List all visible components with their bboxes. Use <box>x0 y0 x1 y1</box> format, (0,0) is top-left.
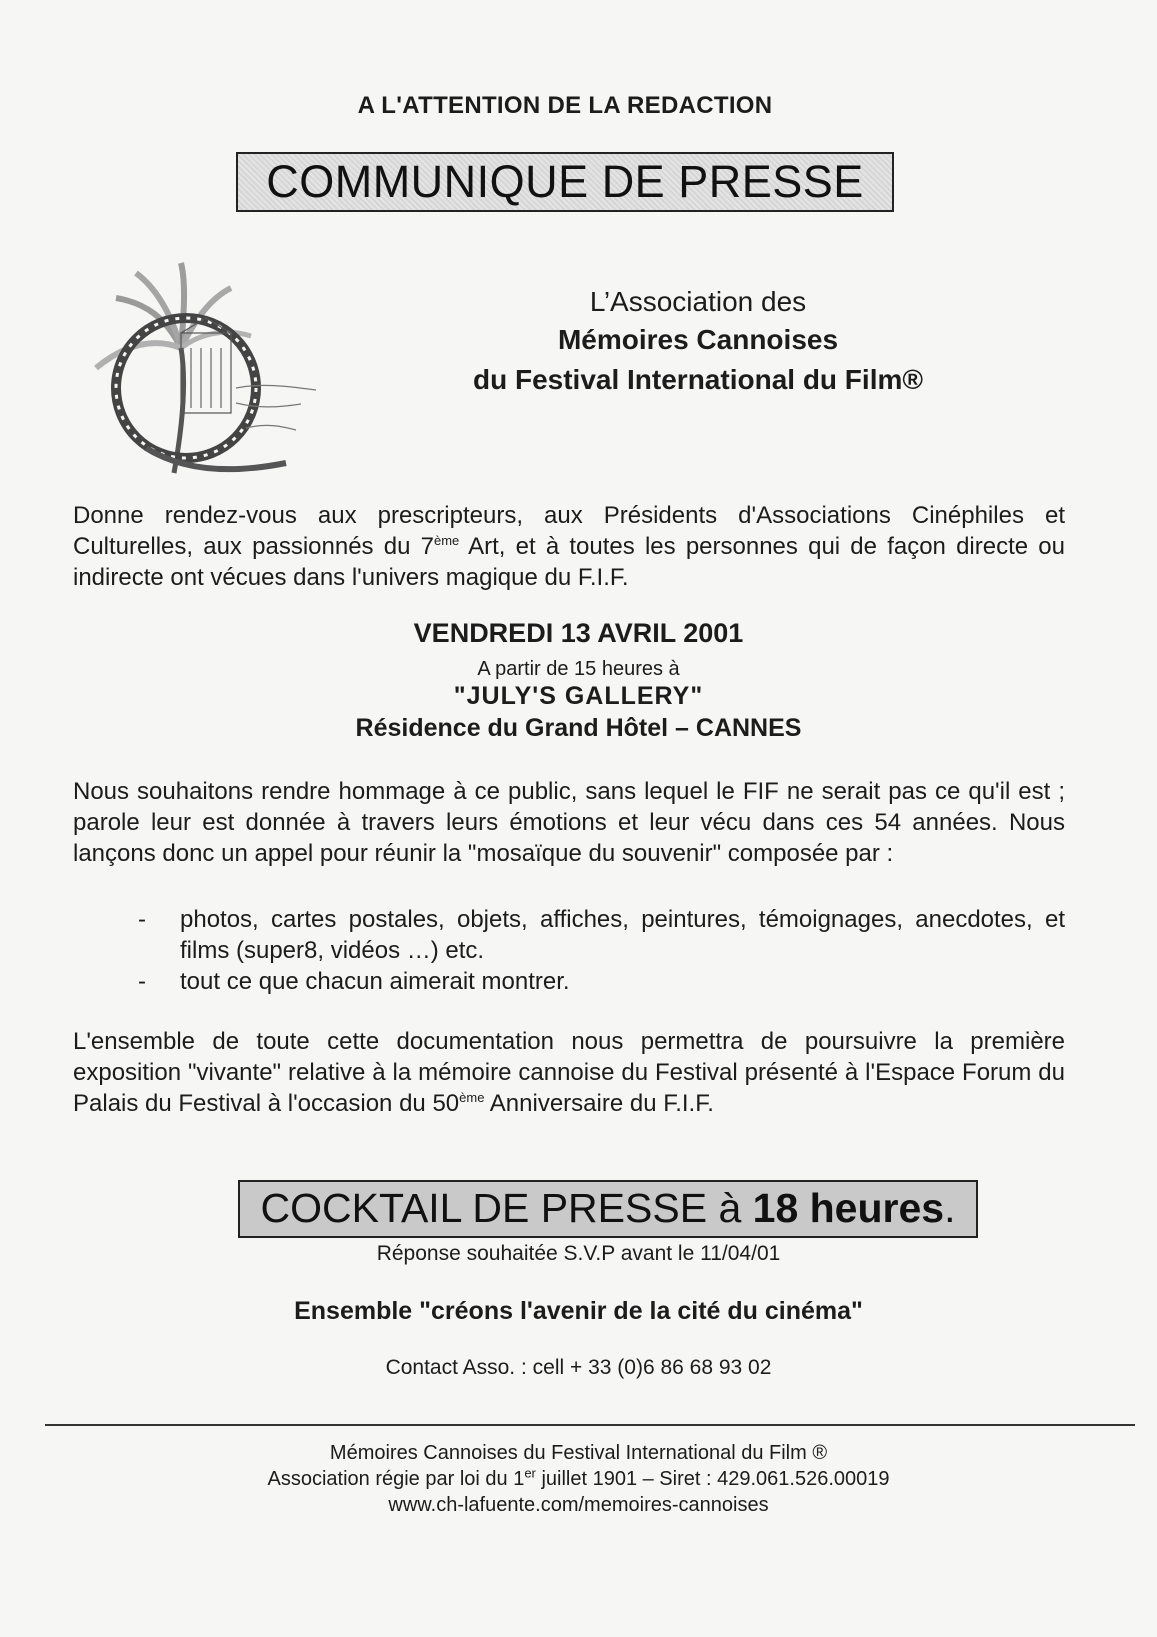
contact-line: Contact Asso. : cell + 33 (0)6 86 68 93 02 <box>385 1356 772 1379</box>
footer-superscript: er <box>524 1465 536 1481</box>
footer-divider <box>45 1424 1135 1426</box>
slogan: Ensemble "créons l'avenir de la cité du cinéma" <box>294 1297 863 1325</box>
list-dash: - <box>138 906 146 933</box>
list-item <box>140 904 1065 966</box>
footer-line-1: Mémoires Cannoises du Festival International du Film ® <box>329 1442 828 1464</box>
association-logo-icon <box>86 258 330 484</box>
event-venue: "JULY'S GALLERY" <box>453 682 704 710</box>
list-item-text: tout ce que chacun aimerait montrer. <box>180 968 570 995</box>
association-name: Mémoires Cannoises <box>557 324 839 355</box>
intro-paragraph <box>73 500 1065 593</box>
list-item <box>140 966 1065 997</box>
cocktail-end: . <box>944 1185 956 1231</box>
footer-line-2-text-2: juillet 1901 – Siret : 429.061.526.00019 <box>535 1468 890 1490</box>
cocktail-connector: à <box>707 1185 753 1231</box>
event-address: Résidence du Grand Hôtel – CANNES <box>355 714 802 742</box>
rsvp-note: Réponse souhaitée S.V.P avant le 11/04/01 <box>376 1242 781 1265</box>
footer-line-2-text-1: Association régie par loi du 1 <box>267 1468 525 1490</box>
cocktail-time: 18 heures <box>752 1185 945 1231</box>
event-time: A partir de 15 heures à <box>477 658 680 680</box>
cocktail-label: COCKTAIL DE PRESSE <box>260 1185 708 1231</box>
documentation-superscript: ème <box>459 1090 485 1105</box>
association-subtitle: du Festival International du Film® <box>472 364 923 395</box>
intro-text-1: Donne rendez-vous aux prescripteurs, aux Présidents d'Associations Cinéphiles et Culturelles, aux passionnés du 7 <box>73 502 1065 560</box>
intro-superscript: ème <box>433 533 460 548</box>
hommage-paragraph: Nous souhaitons rendre hommage à ce public, sans lequel le FIF ne serait pas ce qu'il est ; parole leur est donnée à travers leurs émotions et leur vécu dans ces 54 années. Nous lançons donc un appel pour réunir la "mosaïque du souvenir" composée par : <box>73 778 1065 867</box>
attention-heading: A L'ATTENTION DE LA REDACTION <box>357 92 773 119</box>
event-date: VENDREDI 13 AVRIL 2001 <box>413 618 744 648</box>
documentation-paragraph <box>73 1026 1065 1119</box>
list-dash: - <box>138 968 146 995</box>
intro-text-2: Art, et à toutes les personnes qui de façon directe ou indirecte ont vécues dans l'univers magique du F.I.F. <box>73 533 1066 591</box>
press-release-title: COMMUNIQUE DE PRESSE <box>236 152 894 212</box>
list-item-text: photos, cartes postales, objets, affiches, peintures, témoignages, anecdotes, et films (super8, vidéos …) etc. <box>180 906 1065 964</box>
documentation-text-2: Anniversaire du F.I.F. <box>484 1090 714 1117</box>
association-line-1: L’Association des <box>589 286 807 317</box>
footer-website-link[interactable]: www.ch-lafuente.com/memoires-cannoises <box>388 1494 769 1516</box>
footer-line-2 <box>0 1465 1157 1491</box>
cocktail-banner <box>238 1180 978 1238</box>
documentation-text-1: L'ensemble de toute cette documentation nous permettra de poursuivre la première exposition "vivante" relative à la mémoire cannoise du Festival présenté à l'Espace Forum du Palais du Festival à l'occasion du 50 <box>73 1028 1065 1117</box>
